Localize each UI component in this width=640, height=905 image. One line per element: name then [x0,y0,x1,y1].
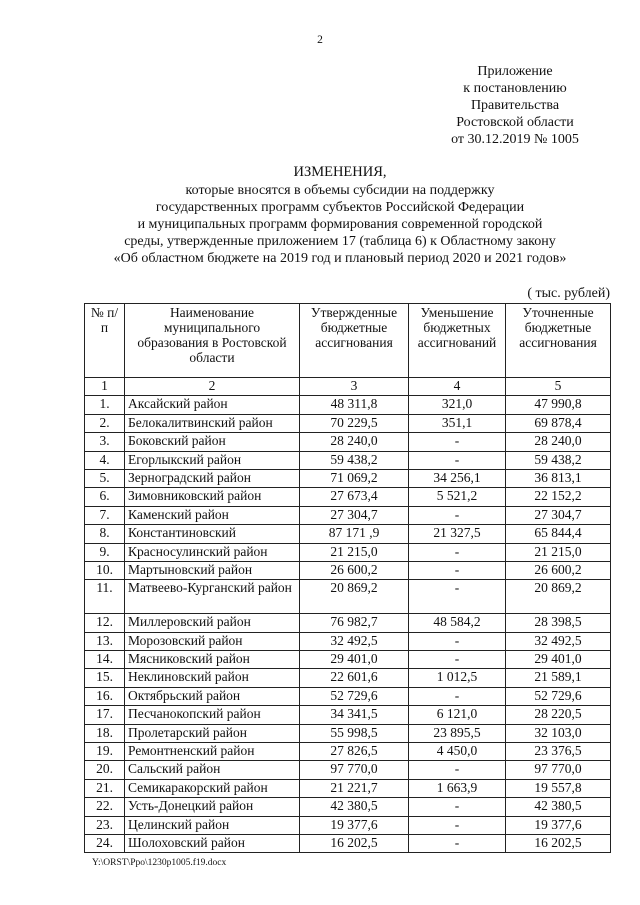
index-cell: 4 [409,378,506,396]
title-line: «Об областном бюджете на 2019 год и плановый период 2020 и 2021 годов» [113,251,567,266]
row-number-cell: 4. [85,451,125,469]
district-name-cell: Красносулинский район [125,543,300,561]
row-number-cell: 16. [85,687,125,705]
district-name-cell: Зимовниковский район [125,488,300,506]
table-row [85,469,611,487]
appendix-block [430,63,600,148]
table-row [85,743,611,761]
table-row [85,724,611,742]
table-row [85,525,611,543]
appendix-line: Приложение [477,64,553,79]
row-number-cell: 5. [85,469,125,487]
approved-amount-cell: 27 673,4 [300,488,409,506]
approved-amount-cell: 16 202,5 [300,834,409,852]
row-number-cell: 8. [85,525,125,543]
approved-amount-cell: 29 401,0 [300,651,409,669]
updated-amount-cell: 52 729,6 [506,687,611,705]
table-row [85,488,611,506]
header-updated: Уточненные бюджетные ассигнования [506,304,611,378]
updated-amount-cell: 28 398,5 [506,614,611,632]
district-name-cell: Аксайский район [125,396,300,414]
updated-amount-cell: 19 557,8 [506,779,611,797]
updated-amount-cell: 36 813,1 [506,469,611,487]
updated-amount-cell: 29 401,0 [506,651,611,669]
district-name-cell: Каменский район [125,506,300,524]
decrease-amount-cell: 1 012,5 [409,669,506,687]
table-row [85,396,611,414]
header-row [85,304,611,378]
updated-amount-cell: 59 438,2 [506,451,611,469]
table-row [85,761,611,779]
header-decrease: Уменьшение бюджетных ассигнований [409,304,506,378]
district-name-cell: Зерноградский район [125,469,300,487]
title-heading: ИЗМЕНЕНИЯ, [293,164,387,180]
updated-amount-cell: 65 844,4 [506,525,611,543]
updated-amount-cell: 42 380,5 [506,798,611,816]
approved-amount-cell: 27 826,5 [300,743,409,761]
decrease-amount-cell: - [409,433,506,451]
district-name-cell: Пролетарский район [125,724,300,742]
updated-amount-cell: 26 600,2 [506,561,611,579]
header-approved: Утвержденные бюджетные ассигнования [300,304,409,378]
updated-amount-cell: 32 492,5 [506,632,611,650]
decrease-amount-cell: - [409,798,506,816]
district-name-cell: Матвеево-Курганский район [125,580,300,614]
decrease-amount-cell: - [409,506,506,524]
title-line: и муниципальных программ формирования современной городской [137,217,543,232]
appendix-line: к постановлению [463,81,567,96]
updated-amount-cell: 28 220,5 [506,706,611,724]
updated-amount-cell: 21 215,0 [506,543,611,561]
table-row [85,669,611,687]
updated-amount-cell: 47 990,8 [506,396,611,414]
district-name-cell: Неклиновский район [125,669,300,687]
approved-amount-cell: 55 998,5 [300,724,409,742]
row-number-cell: 10. [85,561,125,579]
decrease-amount-cell: 23 895,5 [409,724,506,742]
decrease-amount-cell: - [409,580,506,614]
decrease-amount-cell: - [409,816,506,834]
district-name-cell: Мартыновский район [125,561,300,579]
approved-amount-cell: 26 600,2 [300,561,409,579]
row-number-cell: 7. [85,506,125,524]
district-name-cell: Семикаракорский район [125,779,300,797]
table-row [85,414,611,432]
approved-amount-cell: 76 982,7 [300,614,409,632]
approved-amount-cell: 97 770,0 [300,761,409,779]
table-row [85,706,611,724]
row-number-cell: 11. [85,580,125,614]
table-row [85,543,611,561]
approved-amount-cell: 48 311,8 [300,396,409,414]
budget-table [84,303,611,853]
row-number-cell: 18. [85,724,125,742]
page-number: 2 [317,34,323,46]
approved-amount-cell: 22 601,6 [300,669,409,687]
approved-amount-cell: 34 341,5 [300,706,409,724]
decrease-amount-cell: 321,0 [409,396,506,414]
updated-amount-cell: 21 589,1 [506,669,611,687]
row-number-cell: 22. [85,798,125,816]
title-line: государственных программ субъектов Российской Федерации [155,200,525,215]
table-row [85,687,611,705]
district-name-cell: Сальский район [125,761,300,779]
row-number-cell: 13. [85,632,125,650]
index-cell: 2 [125,378,300,396]
header-name: Наименование муниципального образования в Ростовской области [125,304,300,378]
row-number-cell: 3. [85,433,125,451]
district-name-cell: Егорлыкский район [125,451,300,469]
district-name-cell: Константиновский [125,525,300,543]
decrease-amount-cell: - [409,632,506,650]
row-number-cell: 20. [85,761,125,779]
updated-amount-cell: 97 770,0 [506,761,611,779]
row-number-cell: 12. [85,614,125,632]
decrease-amount-cell: 4 450,0 [409,743,506,761]
index-cell: 5 [506,378,611,396]
updated-amount-cell: 23 376,5 [506,743,611,761]
decrease-amount-cell: 34 256,1 [409,469,506,487]
row-number-cell: 23. [85,816,125,834]
row-number-cell: 9. [85,543,125,561]
approved-amount-cell: 32 492,5 [300,632,409,650]
approved-amount-cell: 28 240,0 [300,433,409,451]
decrease-amount-cell: - [409,687,506,705]
row-number-cell: 2. [85,414,125,432]
table-row [85,614,611,632]
table-row [85,798,611,816]
decrease-amount-cell: - [409,834,506,852]
district-name-cell: Октябрьский район [125,687,300,705]
decrease-amount-cell: - [409,561,506,579]
row-number-cell: 15. [85,669,125,687]
table-row [85,451,611,469]
row-number-cell: 1. [85,396,125,414]
approved-amount-cell: 27 304,7 [300,506,409,524]
district-name-cell: Ремонтненский район [125,743,300,761]
district-name-cell: Целинский район [125,816,300,834]
document-title [60,164,620,267]
approved-amount-cell: 71 069,2 [300,469,409,487]
approved-amount-cell: 19 377,6 [300,816,409,834]
updated-amount-cell: 27 304,7 [506,506,611,524]
title-line: которые вносятся в объемы субсидии на поддержку [185,183,495,198]
appendix-line: Правительства [470,98,560,113]
district-name-cell: Миллеровский район [125,614,300,632]
decrease-amount-cell: 1 663,9 [409,779,506,797]
approved-amount-cell: 59 438,2 [300,451,409,469]
district-name-cell: Мясниковский район [125,651,300,669]
approved-amount-cell: 52 729,6 [300,687,409,705]
table-row [85,816,611,834]
decrease-amount-cell: 6 121,0 [409,706,506,724]
row-number-cell: 17. [85,706,125,724]
index-cell: 3 [300,378,409,396]
decrease-amount-cell: 48 584,2 [409,614,506,632]
district-name-cell: Усть-Донецкий район [125,798,300,816]
approved-amount-cell: 21 221,7 [300,779,409,797]
units-label: ( тыс. рублей) [527,286,610,301]
column-index-row [85,378,611,396]
district-name-cell: Песчанокопский район [125,706,300,724]
table-row [85,580,611,614]
district-name-cell: Боковский район [125,433,300,451]
decrease-amount-cell: - [409,761,506,779]
row-number-cell: 14. [85,651,125,669]
table-row [85,561,611,579]
table-row [85,834,611,852]
table-row [85,433,611,451]
table-row [85,632,611,650]
index-cell: 1 [85,378,125,396]
decrease-amount-cell: 5 521,2 [409,488,506,506]
decrease-amount-cell: - [409,651,506,669]
row-number-cell: 21. [85,779,125,797]
row-number-cell: 6. [85,488,125,506]
file-path-footer: Y:\ORST\Ppo\1230p1005.f19.docx [92,858,227,868]
approved-amount-cell: 20 869,2 [300,580,409,614]
row-number-cell: 19. [85,743,125,761]
updated-amount-cell: 20 869,2 [506,580,611,614]
approved-amount-cell: 87 171 ,9 [300,525,409,543]
updated-amount-cell: 16 202,5 [506,834,611,852]
decrease-amount-cell: 21 327,5 [409,525,506,543]
decrease-amount-cell: - [409,451,506,469]
approved-amount-cell: 70 229,5 [300,414,409,432]
district-name-cell: Морозовский район [125,632,300,650]
district-name-cell: Белокалитвинский район [125,414,300,432]
title-line: среды, утвержденные приложением 17 (таблица 6) к Областному закону [124,234,556,249]
district-name-cell: Шолоховский район [125,834,300,852]
appendix-line: Ростовской области [456,115,574,130]
updated-amount-cell: 22 152,2 [506,488,611,506]
table-row [85,779,611,797]
table-row [85,651,611,669]
row-number-cell: 24. [85,834,125,852]
updated-amount-cell: 69 878,4 [506,414,611,432]
updated-amount-cell: 19 377,6 [506,816,611,834]
approved-amount-cell: 21 215,0 [300,543,409,561]
updated-amount-cell: 28 240,0 [506,433,611,451]
table-row [85,506,611,524]
header-num: № п/п [85,304,125,378]
decrease-amount-cell: - [409,543,506,561]
approved-amount-cell: 42 380,5 [300,798,409,816]
decrease-amount-cell: 351,1 [409,414,506,432]
updated-amount-cell: 32 103,0 [506,724,611,742]
appendix-line: от 30.12.2019 № 1005 [451,132,579,147]
